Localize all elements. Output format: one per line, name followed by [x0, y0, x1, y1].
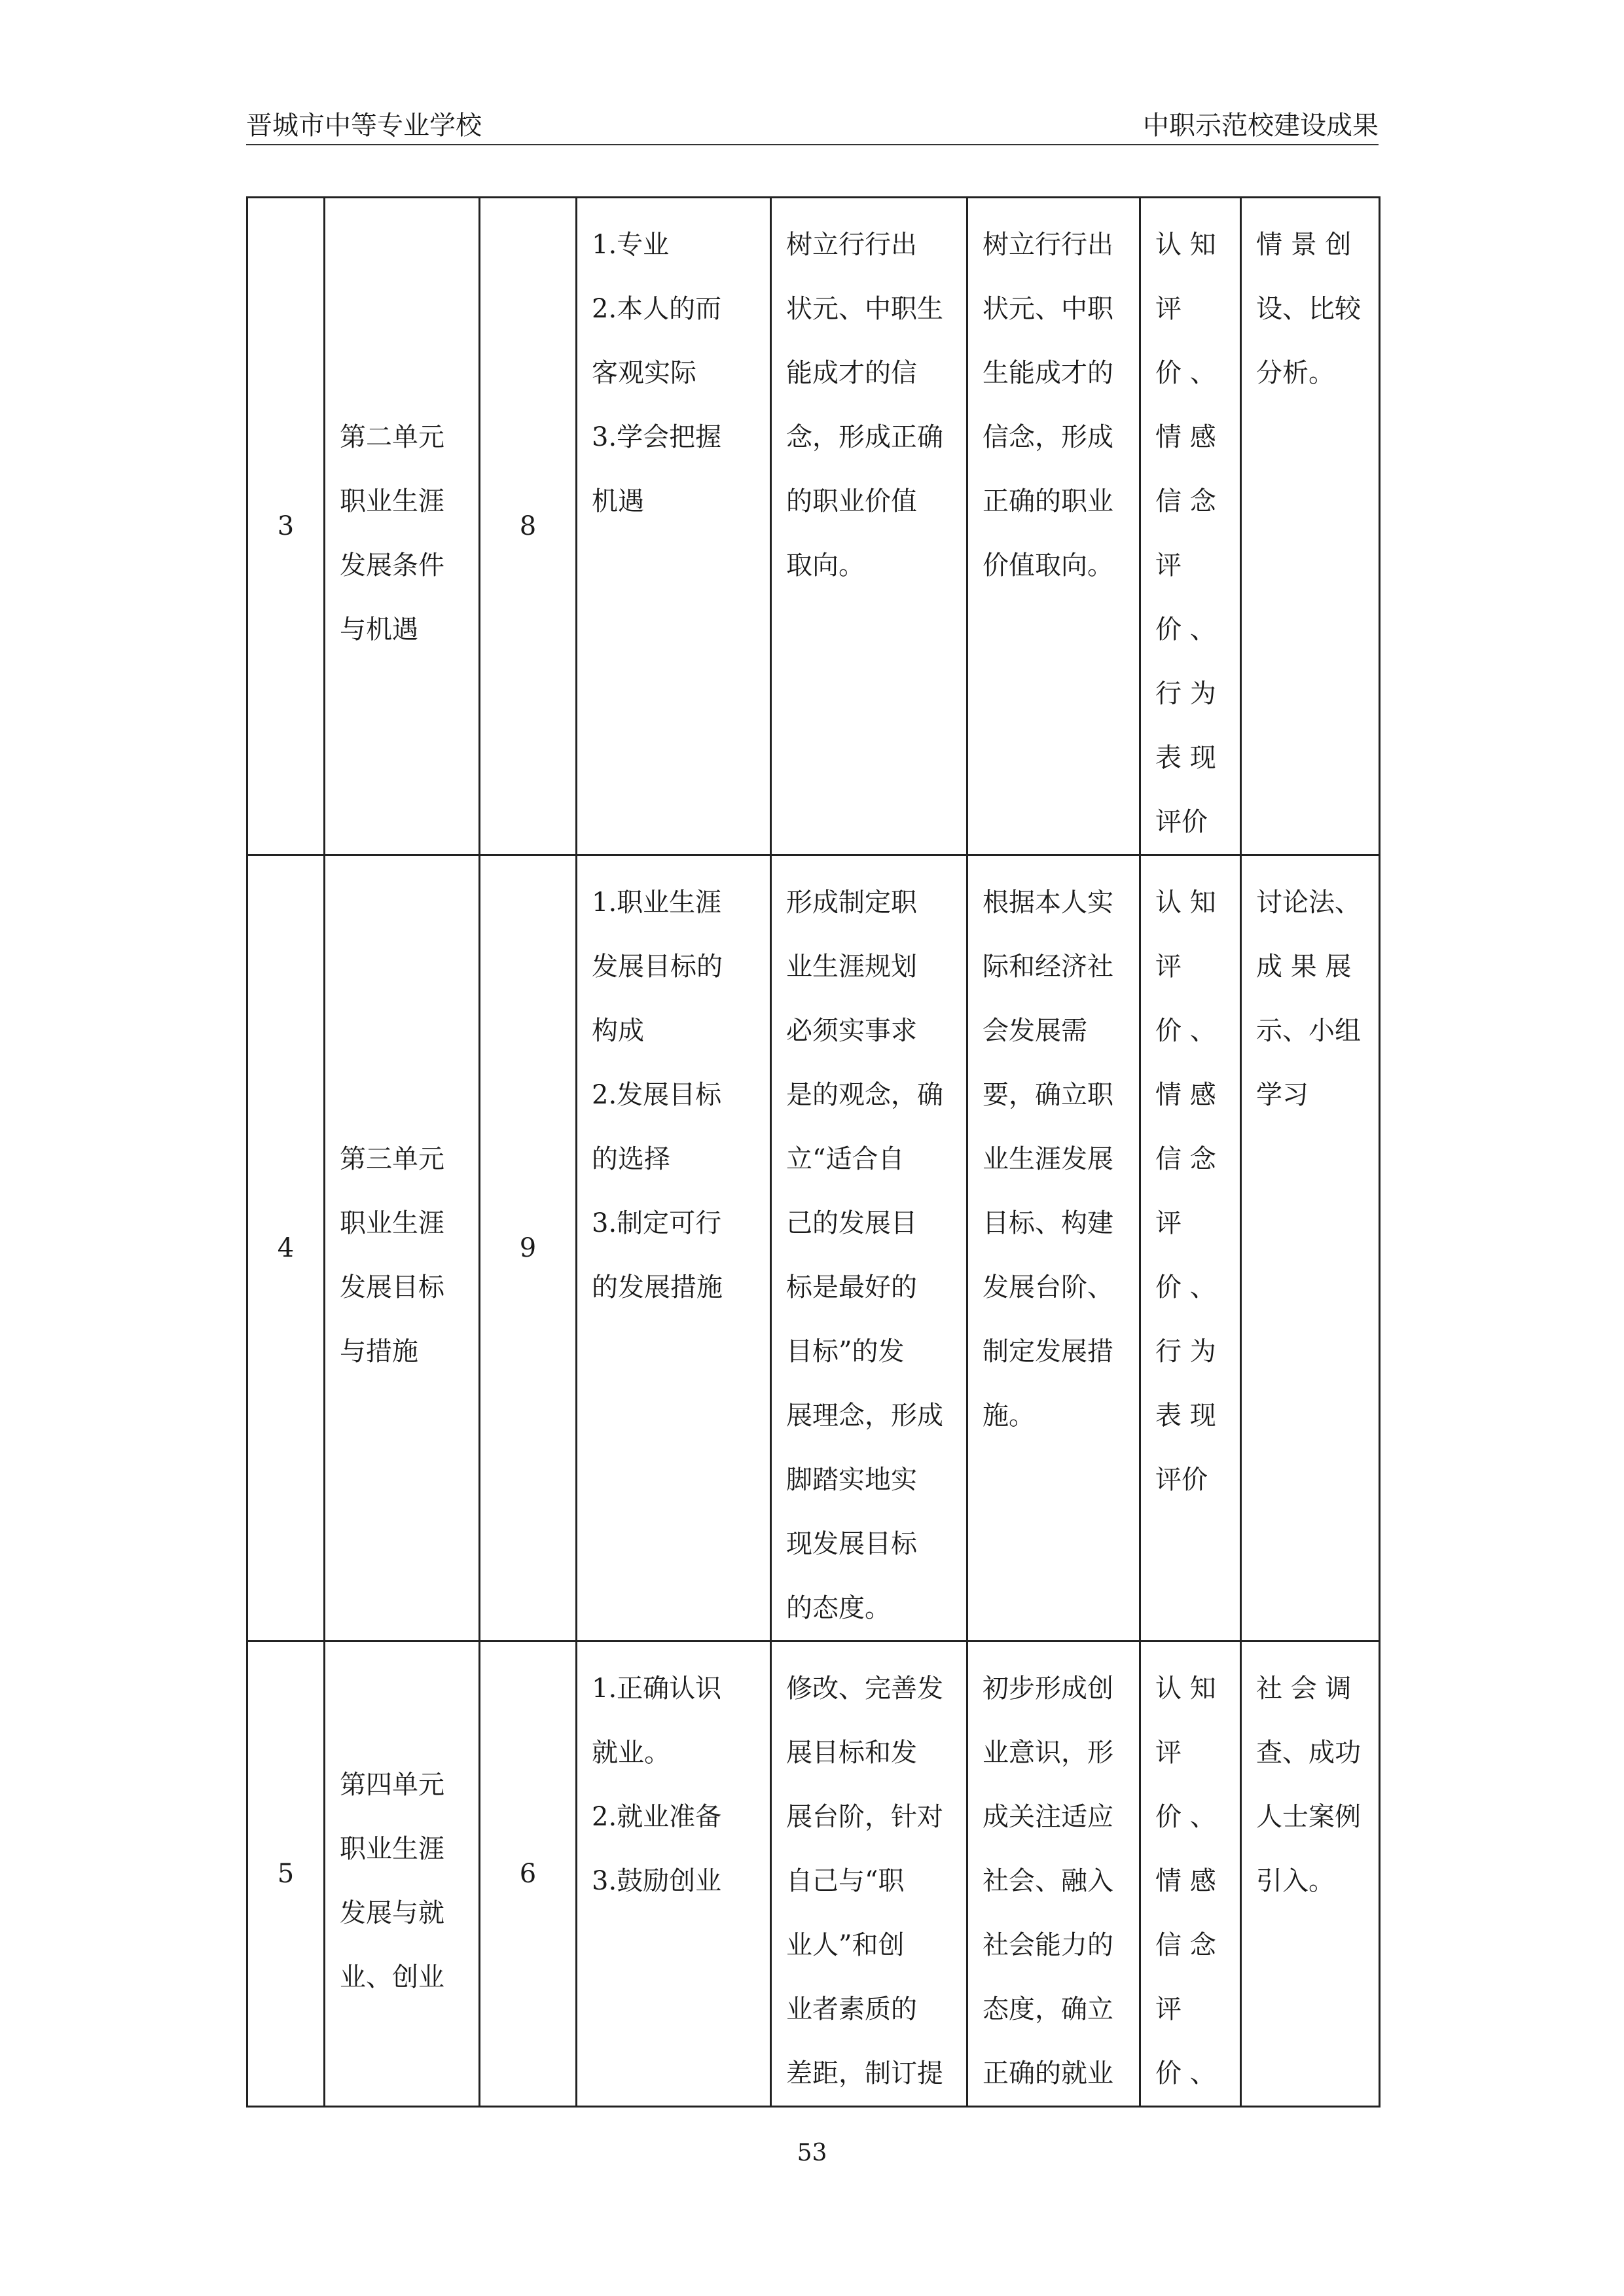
goal-line: 现发展目标	[786, 1529, 917, 1559]
goal-line: 取向。	[786, 550, 865, 581]
goal-line: 信念，形成	[983, 422, 1113, 452]
goal-line: 成关注适应	[983, 1802, 1113, 1832]
goal-cell	[771, 855, 967, 1641]
method-line: 情 景 创	[1256, 230, 1352, 260]
goal-line: 自己与“职	[786, 1866, 905, 1896]
evaluation-line: 信 念	[1155, 1930, 1216, 1960]
method-cell	[1241, 198, 1380, 855]
teaching-content-cell	[577, 1641, 771, 2107]
unit-title-cell	[325, 855, 480, 1641]
evaluation-line: 评	[1155, 952, 1182, 982]
row-number-cell	[247, 198, 325, 855]
row-number: 4	[277, 1233, 295, 1263]
table-row	[247, 855, 1380, 1641]
evaluation-line: 行 为	[1155, 679, 1216, 709]
goal-line: 目标”的发	[786, 1336, 905, 1367]
evaluation-line: 评	[1155, 294, 1182, 324]
goal-line: 是的观念，确	[786, 1080, 943, 1110]
row-number-cell	[247, 1641, 325, 2107]
goal-line: 差距，制订提	[786, 2058, 943, 2089]
evaluation-line: 评价	[1155, 807, 1208, 837]
table-row	[247, 198, 1380, 855]
hours-cell	[480, 855, 577, 1641]
evaluation-line: 价 、	[1155, 1016, 1216, 1046]
evaluation-line: 评	[1155, 550, 1182, 581]
goal-line: 念，形成正确	[786, 422, 943, 452]
goal-line: 价值取向。	[983, 550, 1113, 581]
evaluation-line: 评价	[1155, 1465, 1208, 1495]
goal-cell	[967, 1641, 1140, 2107]
evaluation-line: 评	[1155, 1208, 1182, 1238]
goal-line: 会发展需	[983, 1016, 1087, 1046]
hours-value: 6	[519, 1859, 537, 1889]
goal-line: 业人”和创	[786, 1930, 905, 1960]
method-line: 社 会 调	[1256, 1674, 1352, 1704]
goal-line: 根据本人实	[983, 888, 1113, 918]
method-line: 人士案例	[1256, 1802, 1361, 1832]
goal-line: 社会能力的	[983, 1930, 1113, 1960]
page-header	[246, 113, 1379, 145]
page-number: 53	[797, 2140, 827, 2166]
evaluation-cell	[1140, 198, 1241, 855]
goal-line: 目标、构建	[983, 1208, 1113, 1238]
method-line: 引入。	[1256, 1866, 1335, 1896]
hours-cell	[480, 1641, 577, 2107]
evaluation-line: 评	[1155, 1738, 1182, 1768]
evaluation-line: 情 感	[1155, 1080, 1216, 1110]
unit-title-line: 职业生涯	[340, 486, 444, 516]
evaluation-line: 价 、	[1155, 615, 1216, 645]
teaching-content-cell	[577, 198, 771, 855]
method-cell	[1241, 855, 1380, 1641]
goal-line: 必须实事求	[786, 1016, 917, 1046]
evaluation-line: 认 知	[1155, 888, 1216, 918]
content-line: 客观实际	[592, 358, 696, 388]
unit-title-line: 第四单元	[340, 1770, 444, 1800]
method-line: 成 果 展	[1256, 952, 1352, 982]
goal-line: 树立行行出	[983, 230, 1113, 260]
goal-line: 业者素质的	[786, 1994, 917, 2024]
goal-line: 标是最好的	[786, 1272, 917, 1302]
evaluation-line: 行 为	[1155, 1336, 1216, 1367]
row-number: 5	[277, 1859, 295, 1889]
evaluation-line: 表 现	[1155, 1401, 1216, 1431]
goal-line: 脚踏实地实	[786, 1465, 917, 1495]
content-line: 2.发展目标	[592, 1080, 722, 1110]
goal-line: 业生涯发展	[983, 1144, 1113, 1174]
method-line: 学习	[1256, 1080, 1308, 1110]
goal-line: 能成才的信	[786, 358, 917, 388]
goal-line: 社会、融入	[983, 1866, 1113, 1896]
method-line: 设、比较	[1256, 294, 1361, 324]
goal-line: 展理念，形成	[786, 1401, 943, 1431]
goal-cell	[771, 1641, 967, 2107]
goal-line: 己的发展目	[786, 1208, 917, 1238]
goal-line: 状元、中职	[983, 294, 1113, 324]
goal-line: 际和经济社	[983, 952, 1113, 982]
goal-line: 的职业价值	[786, 486, 917, 516]
goal-line: 形成制定职	[786, 888, 917, 918]
unit-title-line: 职业生涯	[340, 1208, 444, 1238]
content-line: 的发展措施	[592, 1272, 723, 1302]
evaluation-line: 表 现	[1155, 743, 1216, 773]
goal-line: 的态度。	[786, 1593, 891, 1623]
goal-line: 业生涯规划	[786, 952, 917, 982]
method-line: 示、小组	[1256, 1016, 1361, 1046]
evaluation-cell	[1140, 1641, 1241, 2107]
content-line: 1.职业生涯	[592, 888, 722, 918]
goal-line: 业意识，形	[983, 1738, 1113, 1768]
hours-value: 8	[519, 511, 537, 541]
evaluation-line: 情 感	[1155, 1866, 1216, 1896]
content-line: 3.鼓励创业	[592, 1866, 722, 1896]
evaluation-line: 评	[1155, 1994, 1182, 2024]
row-number: 3	[277, 511, 295, 541]
goal-cell	[771, 198, 967, 855]
evaluation-line: 认 知	[1155, 1674, 1216, 1704]
unit-title-line: 发展与就	[340, 1898, 444, 1928]
content-line: 构成	[592, 1016, 644, 1046]
goal-line: 立“适合自	[786, 1144, 905, 1174]
unit-title-line: 发展条件	[340, 550, 444, 581]
row-number-cell	[247, 855, 325, 1641]
evaluation-cell	[1140, 855, 1241, 1641]
goal-cell	[967, 198, 1140, 855]
goal-line: 发展台阶、	[983, 1272, 1113, 1302]
goal-line: 展目标和发	[786, 1738, 917, 1768]
evaluation-line: 价 、	[1155, 1272, 1216, 1302]
goal-line: 状元、中职生	[786, 294, 943, 324]
goal-line: 树立行行出	[786, 230, 917, 260]
header-school-name: 晋城市中等专业学校	[246, 111, 482, 141]
goal-line: 施。	[983, 1401, 1035, 1431]
hours-value: 9	[519, 1233, 537, 1263]
goal-line: 态度，确立	[983, 1994, 1113, 2024]
curriculum-table	[246, 196, 1380, 2108]
method-cell	[1241, 1641, 1380, 2107]
goal-line: 正确的就业	[983, 2058, 1113, 2089]
evaluation-line: 认 知	[1155, 230, 1216, 260]
content-line: 的选择	[592, 1144, 670, 1174]
evaluation-line: 情 感	[1155, 422, 1216, 452]
evaluation-line: 价 、	[1155, 2058, 1216, 2089]
unit-title-line: 第三单元	[340, 1144, 444, 1174]
goal-line: 制定发展措	[983, 1336, 1113, 1367]
unit-title-line: 业、创业	[340, 1962, 444, 1992]
content-line: 2.本人的而	[592, 294, 722, 324]
table-body	[247, 198, 1380, 2107]
unit-title-line: 第二单元	[340, 422, 444, 452]
method-line: 查、成功	[1256, 1738, 1361, 1768]
hours-cell	[480, 198, 577, 855]
goal-line: 初步形成创	[983, 1674, 1113, 1704]
unit-title-line: 与措施	[340, 1336, 418, 1367]
header-document-title: 中职示范校建设成果	[1143, 111, 1379, 141]
content-line: 机遇	[592, 486, 644, 516]
goal-line: 展台阶，针对	[786, 1802, 943, 1832]
method-line: 分析。	[1256, 358, 1335, 388]
content-line: 3.制定可行	[592, 1208, 722, 1238]
evaluation-line: 信 念	[1155, 1144, 1216, 1174]
unit-title-line: 职业生涯	[340, 1834, 444, 1864]
table-row	[247, 1641, 1380, 2107]
content-line: 2.就业准备	[592, 1802, 722, 1832]
teaching-content-cell	[577, 855, 771, 1641]
unit-title-line: 发展目标	[340, 1272, 444, 1302]
unit-title-cell	[325, 198, 480, 855]
content-line: 3.学会把握	[592, 422, 722, 452]
unit-title-cell	[325, 1641, 480, 2107]
content-line: 就业。	[592, 1738, 670, 1768]
content-line: 1.正确认识	[592, 1674, 722, 1704]
goal-line: 修改、完善发	[786, 1674, 943, 1704]
unit-title-line: 与机遇	[340, 615, 418, 645]
evaluation-line: 信 念	[1155, 486, 1216, 516]
content-line: 1.专业	[592, 230, 670, 260]
goal-cell	[967, 855, 1140, 1641]
goal-line: 生能成才的	[983, 358, 1113, 388]
goal-line: 要，确立职	[983, 1080, 1113, 1110]
evaluation-line: 价 、	[1155, 1802, 1216, 1832]
content-line: 发展目标的	[592, 952, 723, 982]
goal-line: 正确的职业	[983, 486, 1113, 516]
evaluation-line: 价 、	[1155, 358, 1216, 388]
method-line: 讨论法、	[1256, 888, 1361, 918]
